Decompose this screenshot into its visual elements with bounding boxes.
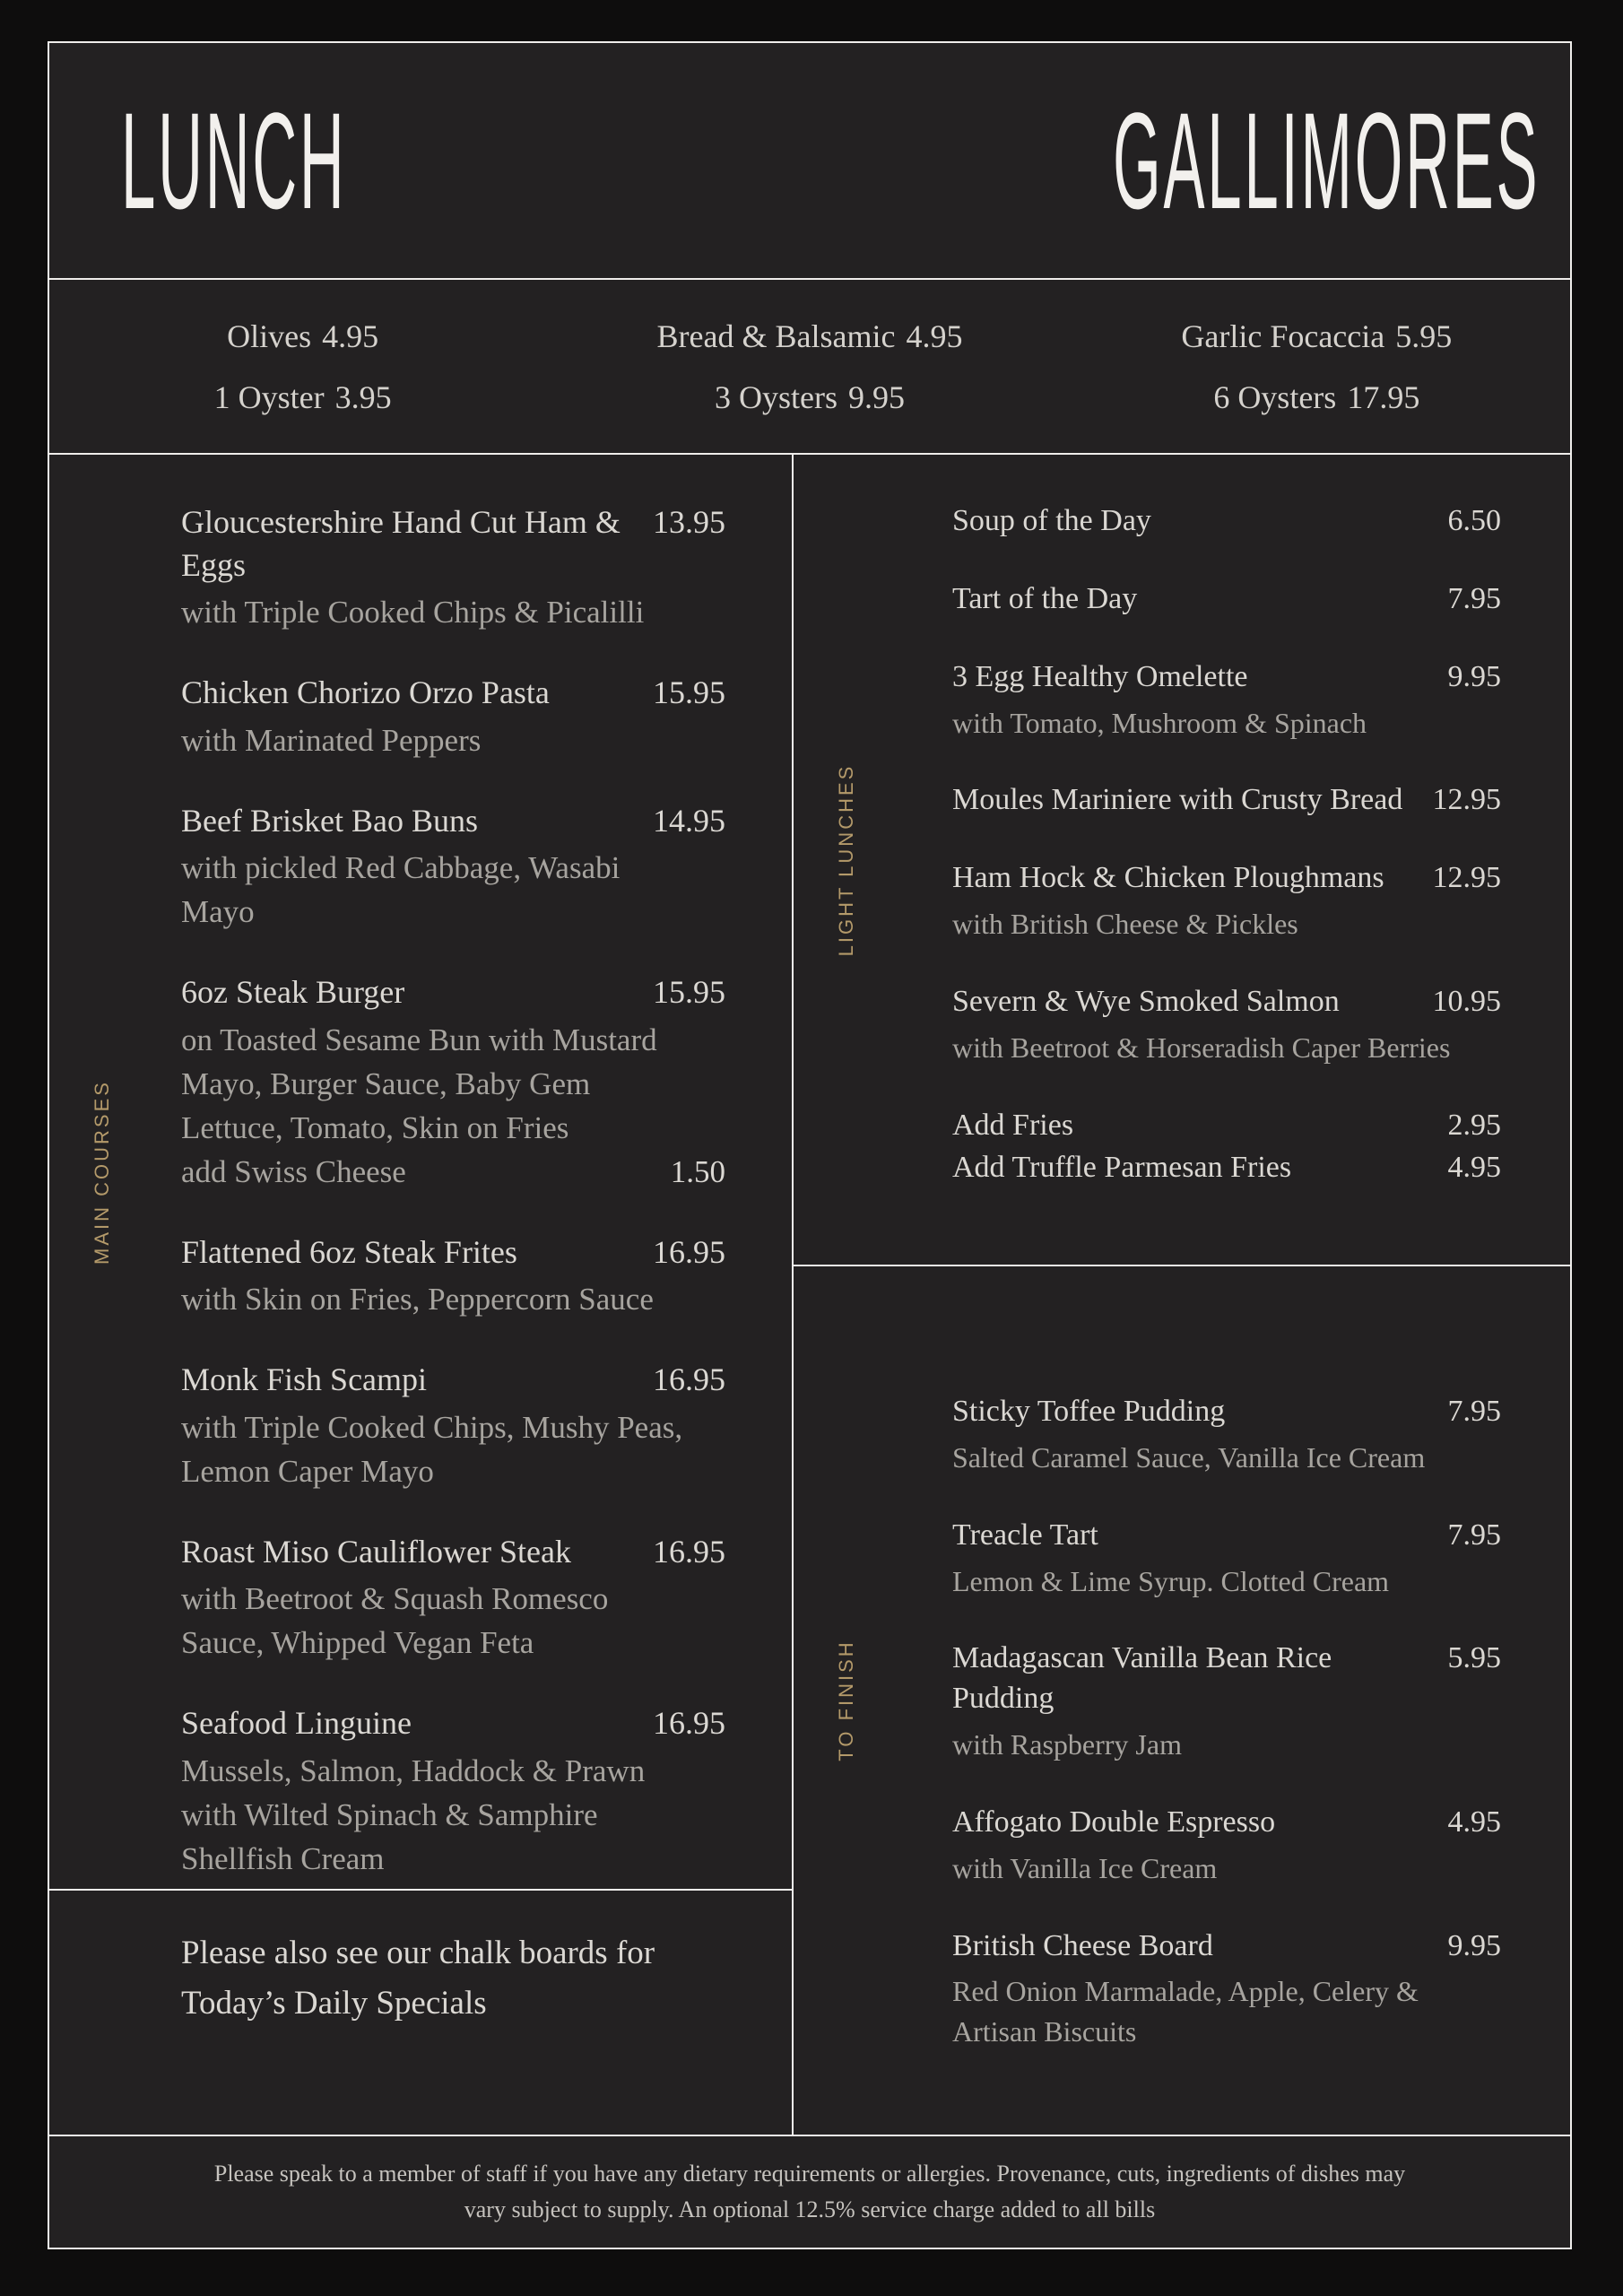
- item-head: [181, 1231, 725, 1274]
- addon-row: [181, 1150, 725, 1194]
- item-price: 10.95: [1432, 984, 1501, 1018]
- item-head: [952, 501, 1501, 542]
- item-price: 7.95: [1447, 1395, 1501, 1428]
- item-price: 14.95: [653, 802, 725, 839]
- light-lunches-label: LIGHT LUNCHES: [835, 763, 857, 956]
- item-head: [181, 800, 725, 843]
- to-finish-label: TO FINISH: [835, 1639, 857, 1761]
- starter-item: [1063, 317, 1570, 355]
- item-price: 13.95: [653, 504, 725, 540]
- item-price: 7.95: [1447, 581, 1501, 615]
- item-price: 12.95: [1432, 861, 1501, 895]
- item-name: Seafood Linguine: [181, 1705, 412, 1742]
- starter-name: Bread & Balsamic: [656, 317, 896, 354]
- item-name: Add Fries: [952, 1108, 1074, 1142]
- right-column: [794, 455, 1570, 2135]
- menu-header: [49, 43, 1570, 280]
- starter-item: [556, 378, 1063, 416]
- item-description: on Toasted Sesame Bun with Mustard Mayo, Burger Sauce, Baby Gem Lettuce, Tomato, Skin on Fries: [181, 1022, 657, 1145]
- item-name: Tart of the Day: [952, 581, 1138, 615]
- menu-item: [181, 672, 725, 762]
- menu-item: [952, 1392, 1501, 1478]
- item-price: 4.95: [1447, 1805, 1501, 1839]
- item-name: 6oz Steak Burger: [181, 974, 405, 1011]
- item-price: 5.95: [1447, 1641, 1501, 1675]
- item-price: 16.95: [653, 1533, 725, 1570]
- starter-name: 3 Oysters: [714, 378, 838, 415]
- item-name: Ham Hock & Chicken Ploughmans: [952, 861, 1384, 895]
- item-head: [181, 1531, 725, 1574]
- item-description: with Triple Cooked Chips, Mushy Peas, Lemon Caper Mayo: [181, 1409, 683, 1489]
- item-description: Salted Caramel Sauce, Vanilla Ice Cream: [952, 1440, 1426, 1474]
- starter-price: 5.95: [1395, 317, 1453, 354]
- item-head: [181, 672, 725, 715]
- item-head: [952, 1516, 1501, 1556]
- item-price: 9.95: [1447, 659, 1501, 693]
- menu-item: [181, 971, 725, 1194]
- item-price: 15.95: [653, 674, 725, 711]
- main-courses-column: [49, 455, 794, 2135]
- item-head: [952, 780, 1501, 821]
- item-description: with pickled Red Cabbage, Wasabi Mayo: [181, 850, 621, 930]
- item-name: Affogato Double Espresso: [952, 1805, 1276, 1839]
- item-price: 6.50: [1447, 504, 1501, 537]
- addon-price: 1.50: [670, 1153, 725, 1189]
- starter-price: 4.95: [322, 317, 379, 354]
- main-courses-items: [181, 501, 725, 1881]
- item-head: [181, 501, 725, 587]
- item-name: Chicken Chorizo Orzo Pasta: [181, 674, 550, 711]
- item-head: [181, 971, 725, 1014]
- menu-item: [952, 1148, 1501, 1188]
- menu-footer: [49, 2135, 1570, 2248]
- item-price: 7.95: [1447, 1518, 1501, 1552]
- item-head: [952, 579, 1501, 620]
- starter-price: 3.95: [334, 378, 392, 415]
- item-name: Madagascan Vanilla Bean Rice Pudding: [952, 1641, 1332, 1716]
- menu-item: [952, 501, 1501, 542]
- starters-grid: [49, 280, 1570, 455]
- chalkboard-note-box: [49, 1891, 792, 2135]
- item-description: with Tomato, Mushroom & Spinach: [952, 706, 1367, 739]
- menu-item: [952, 1803, 1501, 1889]
- item-description: with Vanilla Ice Cream: [952, 1851, 1218, 1884]
- starter-name: 1 Oyster: [213, 378, 325, 415]
- item-head: [181, 1702, 725, 1745]
- menu-item: [952, 858, 1501, 944]
- menu-body: [49, 455, 1570, 2135]
- menu-item: [181, 501, 725, 634]
- menu-item: [181, 1359, 725, 1493]
- item-head: [181, 1359, 725, 1402]
- restaurant-name: GALLIMORES: [1112, 83, 1541, 238]
- item-name: Severn & Wye Smoked Salmon: [952, 984, 1340, 1018]
- menu-item: [952, 657, 1501, 744]
- item-head: [952, 1639, 1501, 1719]
- menu-item: [952, 1926, 1501, 2052]
- item-name: Monk Fish Scampi: [181, 1361, 428, 1398]
- item-price: 4.95: [1447, 1150, 1501, 1184]
- footer-line-2: vary subject to supply. An optional 12.5% service charge added to all bills: [464, 2196, 1156, 2222]
- menu-item: [952, 982, 1501, 1068]
- item-head: [952, 1392, 1501, 1432]
- item-price: 16.95: [653, 1361, 725, 1398]
- item-description: Red Onion Marmalade, Apple, Celery & Artisan Biscuits: [952, 1975, 1419, 2048]
- item-price: 16.95: [653, 1705, 725, 1742]
- menu-item: [181, 1531, 725, 1665]
- item-head: [952, 858, 1501, 899]
- item-head: [952, 1926, 1501, 1967]
- item-description: with Beetroot & Horseradish Caper Berries: [952, 1031, 1451, 1064]
- item-head: [952, 982, 1501, 1022]
- starter-item: [1063, 378, 1570, 416]
- item-name: Gloucestershire Hand Cut Ham & Eggs: [181, 504, 621, 583]
- item-description: with Marinated Peppers: [181, 722, 482, 758]
- starter-item: [49, 378, 556, 416]
- item-name: Moules Mariniere with Crusty Bread: [952, 783, 1403, 817]
- starter-item: [49, 317, 556, 355]
- footer-line-1: Please speak to a member of staff if you have any dietary requirements or allergies. Provenance, cuts, ingredients of dishes may: [213, 2160, 1406, 2187]
- menu-title-lunch: LUNCH: [121, 83, 347, 238]
- menu-item: [952, 1106, 1501, 1146]
- to-finish-section: [794, 1266, 1570, 2135]
- item-name: Soup of the Day: [952, 504, 1151, 537]
- menu-item: [181, 800, 725, 935]
- main-courses-section: [49, 455, 792, 1891]
- item-name: Roast Miso Cauliflower Steak: [181, 1533, 571, 1570]
- starter-name: Olives: [227, 317, 312, 354]
- item-description: with British Cheese & Pickles: [952, 908, 1298, 941]
- menu-panel: [48, 41, 1572, 2249]
- menu-item: [181, 1702, 725, 1881]
- item-addons: [181, 1150, 725, 1194]
- light-lunches-items: [952, 501, 1501, 1187]
- starter-price: 4.95: [906, 317, 963, 354]
- starter-item: [556, 317, 1063, 355]
- starter-name: Garlic Focaccia: [1181, 317, 1385, 354]
- item-name: 3 Egg Healthy Omelette: [952, 659, 1248, 693]
- item-name: British Cheese Board: [952, 1928, 1213, 1962]
- item-name: Sticky Toffee Pudding: [952, 1395, 1226, 1428]
- chalkboard-note: Please also see our chalk boards for Today’s Daily Specials: [181, 1935, 655, 2022]
- item-head: [952, 1106, 1501, 1146]
- main-courses-label: MAIN COURSES: [91, 1079, 113, 1265]
- item-name: Treacle Tart: [952, 1518, 1098, 1552]
- light-lunches-section: [794, 455, 1570, 1266]
- addon-label: add Swiss Cheese: [181, 1153, 406, 1189]
- starter-price: 17.95: [1347, 378, 1420, 415]
- item-price: 12.95: [1432, 783, 1501, 817]
- starter-name: 6 Oysters: [1213, 378, 1337, 415]
- item-name: Beef Brisket Bao Buns: [181, 802, 478, 839]
- item-description: with Beetroot & Squash Romesco Sauce, Whipped Vegan Feta: [181, 1581, 609, 1661]
- item-price: 2.95: [1447, 1108, 1501, 1142]
- menu-item: [952, 1639, 1501, 1765]
- item-name: Flattened 6oz Steak Frites: [181, 1233, 517, 1270]
- item-head: [952, 1148, 1501, 1188]
- item-description: with Triple Cooked Chips & Picalilli: [181, 595, 645, 631]
- item-head: [952, 1803, 1501, 1843]
- menu-item: [952, 579, 1501, 620]
- item-description: with Skin on Fries, Peppercorn Sauce: [181, 1282, 654, 1318]
- item-description: with Raspberry Jam: [952, 1728, 1182, 1761]
- item-head: [952, 657, 1501, 698]
- menu-item: [952, 1516, 1501, 1602]
- starter-price: 9.95: [847, 378, 905, 415]
- menu-item: [181, 1231, 725, 1322]
- item-price: 9.95: [1447, 1928, 1501, 1962]
- item-price: 15.95: [653, 974, 725, 1011]
- item-name: Add Truffle Parmesan Fries: [952, 1150, 1292, 1184]
- item-description: Mussels, Salmon, Haddock & Prawn with Wilted Spinach & Samphire Shellfish Cream: [181, 1752, 646, 1876]
- item-price: 16.95: [653, 1233, 725, 1270]
- menu-item: [952, 780, 1501, 821]
- item-description: Lemon & Lime Syrup. Clotted Cream: [952, 1564, 1390, 1597]
- to-finish-items: [952, 1392, 1501, 2052]
